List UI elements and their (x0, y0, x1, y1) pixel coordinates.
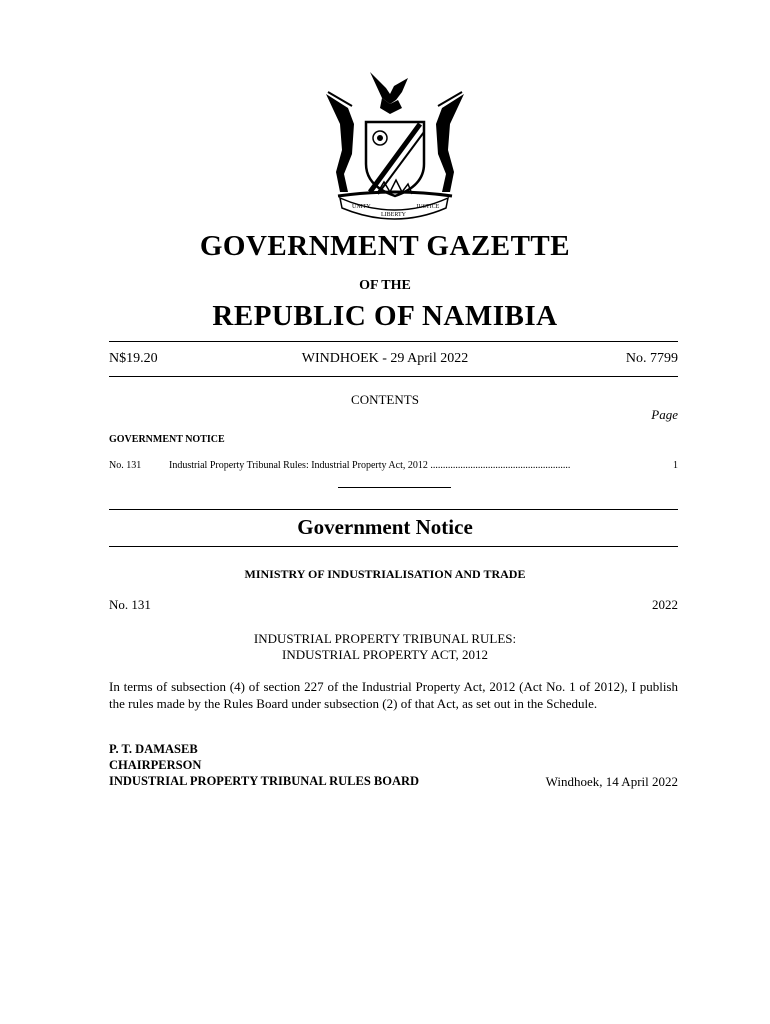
page-column-label: Page (651, 407, 678, 422)
signature-row (109, 774, 678, 790)
namibia-coat-of-arms-icon (318, 64, 468, 220)
notice-heading: Government Notice (297, 515, 473, 539)
rules-title (0, 631, 770, 663)
issue-price: N$19.20 (109, 351, 158, 366)
rules-title-line-2: INDUSTRIAL PROPERTY ACT, 2012 (281, 647, 489, 662)
notice-rule-top (109, 509, 678, 510)
svg-text:UNITY: UNITY (352, 204, 371, 210)
entry-number: No. 131 (109, 460, 142, 471)
svg-text:LIBERTY: LIBERTY (381, 212, 406, 218)
signatory-board: INDUSTRIAL PROPERTY TRIBUNAL RULES BOARD (109, 774, 420, 788)
signatory-role: CHAIRPERSON (109, 758, 202, 772)
rules-title-line-1: INDUSTRIAL PROPERTY TRIBUNAL RULES: (253, 631, 517, 646)
contents-section-heading: GOVERNMENT NOTICE (109, 434, 225, 445)
gazette-title: GOVERNMENT GAZETTE (199, 230, 571, 262)
header-rule-top (109, 341, 678, 342)
notice-number-row (109, 597, 678, 613)
republic-title: REPUBLIC OF NAMIBIA (212, 300, 558, 332)
header-rule-bottom (109, 376, 678, 377)
issue-place-date: WINDHOEK - 29 April 2022 (301, 351, 469, 366)
signed-place-date: Windhoek, 14 April 2022 (545, 774, 678, 789)
notice-number: No. 131 (109, 597, 151, 612)
contents-end-rule (338, 487, 451, 488)
entry-title: Industrial Property Tribunal Rules: Industrial Property Act, 2012 ........................................................ (169, 460, 571, 471)
svg-text:JUSTICE: JUSTICE (416, 204, 440, 210)
signatory-name: P. T. DAMASEB (109, 742, 198, 756)
issue-number: No. 7799 (625, 351, 678, 366)
of-the-label: OF THE (359, 278, 411, 293)
ministry-name: MINISTRY OF INDUSTRIALISATION AND TRADE (244, 567, 526, 581)
notice-rule-bottom (109, 546, 678, 547)
entry-page: 1 (673, 460, 678, 471)
contents-heading: CONTENTS (351, 392, 419, 407)
notice-year: 2022 (652, 597, 678, 612)
notice-body: In terms of subsection (4) of section 227 of the Industrial Property Act, 2012 (Act No. 1 of 2012), I publish the rules made by the Rules Board under subsection (2) of that Act, as set out in the Schedule. (109, 679, 678, 711)
contents-entry[interactable] (109, 460, 678, 471)
